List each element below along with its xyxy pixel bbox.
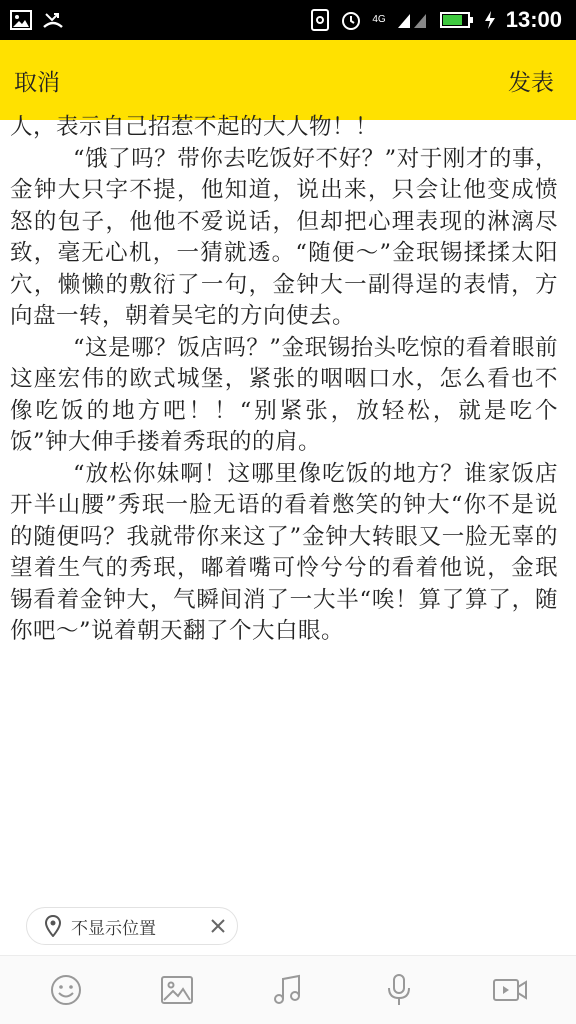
alarm-icon <box>340 9 362 31</box>
paragraph: “这是哪？饭店吗？”金珉锡抬头吃惊的看着眼前这座宏伟的欧式城堡，紧张的咽咽口水，怎么看也不像吃饭的地方吧！！“别紧张，放轻松，就是吃个饭”钟大伸手搂着秀珉的的肩。 <box>10 334 558 455</box>
battery-icon <box>440 11 474 29</box>
emoji-icon[interactable] <box>42 966 90 1014</box>
post-button[interactable]: 发表 <box>508 69 554 96</box>
network-type: 4G <box>372 14 386 25</box>
compose-action-bar <box>0 40 576 120</box>
screenshot-icon <box>310 9 330 31</box>
bottom-toolbar <box>0 955 576 1024</box>
paragraph: 人，表示自己招惹不起的大人物！！ <box>10 114 379 140</box>
image-icon[interactable] <box>153 966 201 1014</box>
missed-call-icon <box>42 10 64 30</box>
cancel-button[interactable]: 取消 <box>14 69 60 96</box>
paragraph: “放松你妹啊！这哪里像吃饭的地方？谁家饭店开半山腰”秀珉一脸无语的看着憋笑的钟大“你不是说的随便吗？我就带你来这了”金钟大转眼又一脸无辜的望着生气的秀珉，嘟着嘴可怜兮兮的看着他说，金珉锡看着金钟大，气瞬间消了一大半“唉！算了算了，随你吧～”说着朝天翻了个大白眼。 <box>10 460 558 644</box>
clock: 13:00 <box>505 7 562 32</box>
signal-icon <box>396 10 430 30</box>
location-label: 不显示位置 <box>71 918 156 939</box>
microphone-icon[interactable] <box>375 966 423 1014</box>
close-icon[interactable] <box>209 917 227 935</box>
status-bar <box>0 0 576 40</box>
image-icon <box>10 10 32 30</box>
music-icon[interactable] <box>264 966 312 1014</box>
video-icon[interactable] <box>486 966 534 1014</box>
location-selector[interactable] <box>26 907 238 945</box>
paragraph: “饿了吗？带你去吃饭好不好？”对于刚才的事，金钟大只字不提，他知道，说出来，只会让他变成愤怒的包子，他他不爱说话，但却把心理表现的淋漓尽致，毫无心机，一猜就透。“随便～”金珉锡揉揉太阳穴，懒懒的敷衍了一句，金钟大一副得逞的表情，方向盘一转，朝着吴宅的方向使去。 <box>10 145 558 329</box>
location-pin-icon <box>45 915 61 937</box>
charging-icon <box>484 10 496 30</box>
post-text-area[interactable] <box>10 112 558 648</box>
